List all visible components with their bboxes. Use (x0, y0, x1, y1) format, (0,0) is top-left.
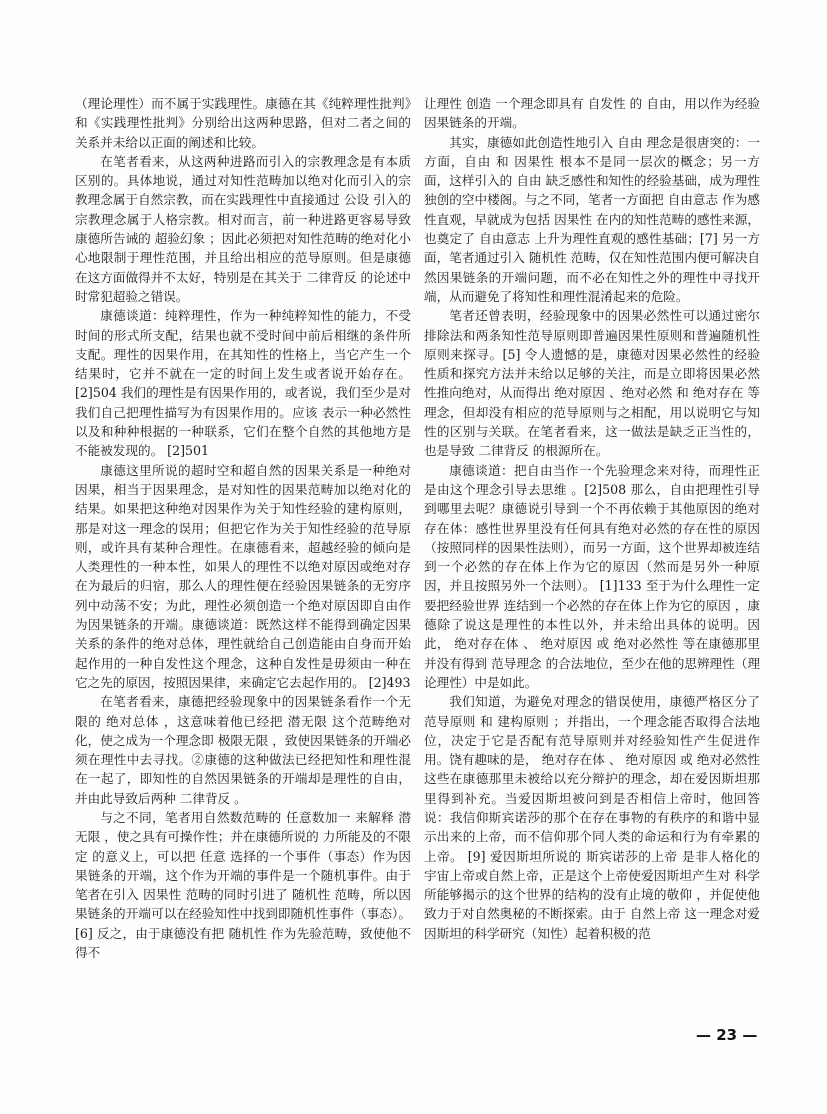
page-number: — 23 — (696, 1026, 758, 1044)
paragraph: 其实，康德如此创造性地引入 自由 理念是很唐突的：一方面，自由 和 因果性 根本不是同一层次的概念；另一方面，这样引入的 自由 缺乏感性和知性的经验基础，成为理性独创的空中楼阁。与之不同，笔者一方面把 自由意志 作为感性直观，早就成为包括 因果性 在内的知性范畴的感性来源，也奠定了 自由意志 上升为理性直观的感性基础；[7] 另一方面，笔者通过引入 随机性 范畴，仅在知性范围内便可解决自然因果链条的开端问题，而不必在知性之外的理性中寻找开端，从而避免了将知性和理性混淆起来的危险。 (424, 134, 760, 304)
paragraph: 在笔者看来，康德把经验现象中的因果链条看作一个无限的 绝对总体 ，这意味着他已经把 潜无限 这个范畴绝对化，使之成为一个理念即 极限无限 ，致使因果链条的开端必须在理性中去寻找。②康德的这种做法已经把知性和理性混在一起了，即知性的自然因果链条的开端却是理性的自由，并由此导致后两种 二律背反 。 (75, 694, 411, 806)
paragraph: 让理性 创造 一个理念即具有 自发性 的 自由，用以作为经验因果链条的开端。 (424, 96, 760, 131)
paragraph: 康德谈道：把自由当作一个先验理念来对待，而理性正是由这个理念引导去思维 。[2]508 那么，自由把理性引导到哪里去呢？康德说引导到一个不再依赖于其他原因的绝对存在体：感性世界里没有任何具有绝对必然的存在性的原因（按照同样的因果性法则），而另一方面，这个世界却被连结到一个必然的存在体上作为它的原因（然而是另外一种原因，并且按照另外一个法则）。 [1]133 至于为什么理性一定要把经验世界 连结到一个必然的存在体上作为它的原因 ，康德除了说这是理性的本性以外，并未给出具体的说明。因此， 绝对存在体 、 绝对原因 或 绝对必然性 等在康德那里并没有得到 范导理念 的合法地位，至少在他的思辨理性（理论理性）中是如此。 (424, 462, 760, 690)
paragraph: 我们知道，为避免对理念的错误使用，康德严格区分了 范导原则 和 建构原则 ；并指出，一个理念能否取得合法地位，决定于它是否配有范导原则并对经验知性产生促进作用。饶有趣味的是， 绝对存在体 、 绝对原因 或 绝对必然性 这些在康德那里未被给以充分辩护的理念，却在爱因斯坦那里得到补充。当爱因斯坦被问到是否相信上帝时，他回答说：我信仰斯宾诺莎的那个在存在事物的有秩序的和谐中显示出来的上帝，而不信仰那个同人类的命运和行为有牵累的上帝。 [9] 爱因斯坦所说的 斯宾诺莎的上帝 是非人格化的宇宙上帝或自然上帝，正是这个上帝使爱因斯坦产生对 科学所能够揭示的这个世界的结构的没有止境的敬仰 ，并促使他致力于对自然奥秘的不断探索。由于 自然上帝 这一理念对爱因斯坦的科学研究（知性）起着积极的范 (424, 694, 760, 941)
paragraph: 在笔者看来，从这两种进路而引入的宗教理念是有本质区别的。具体地说，通过对知性范畴加以绝对化而引入的宗教理念属于自然宗教，而在实践理性中直接通过 公设 引入的宗教理念属于人格宗教。相对而言，前一种进路更容易导致康德所告诫的 超验幻象 ；因此必须把对知性范畴的绝对化小心地限制于理性范围，并且给出相应的范导原则。但是康德在这方面做得并不太好，特别是在其关于 二律背反 的论述中时常犯超验之错误。 (75, 153, 411, 304)
right-column (424, 94, 760, 943)
paragraph: 康德谈道：纯粹理性，作为一种纯粹知性的能力，不受时间的形式所支配，结果也就不受时间中前后相继的条件所支配。理性的因果作用，在其知性的性格上，当它产生一个结果时，它并不就在一定的时间上发生或者说开始存在。 [2]504 我们的理性是有因果作用的，或者说，我们至少是对我们自己把理性描写为有因果作用的。应该 表示一种必然性以及和种种根据的一种联系，它们在整个自然的其他地方是不能被发现的。 [2]501 (75, 308, 411, 459)
paragraph: 与之不同，笔者用自然数范畴的 任意数加一 来解释 潜无限 ，使之具有可操作性；并在康德所说的 力所能及的不限定 的意义上，可以把 任意 选择的一个事件（事态）作为因果链条的开端，这个作为开端的事件是一个随机事件。由于笔者在引入 因果性 范畴的同时引进了 随机性 范畴，所以因果链条的开端可以在经验知性中找到即随机性事件（事态）。[6] 反之，由于康德没有把 随机性 作为先验范畴，致使他不得不 (75, 809, 411, 961)
paragraph: 笔者还曾表明，经验现象中的因果必然性可以通过密尔排除法和两条知性范导原则即普遍因果性原则和普遍随机性原则来探寻。[5] 令人遗憾的是，康德对因果必然性的经验性质和探究方法并未给以足够的关注，而是立即将因果必然性推向绝对，从而得出 绝对原因 、绝对必然 和 绝对存在 等理念，但却没有相应的范导原则与之相配，用以说明它与知性的区别与关联。在笔者看来，这一做法是缺乏正当性的，也是导致 二律背反 的根源所在。 (424, 308, 760, 459)
paragraph: （理论理性）而不属于实践理性。康德在其《纯粹理性批判》和《实践理性批判》分别给出这两种思路，但对二者之间的关系并未给以正面的阐述和比较。 (75, 96, 411, 150)
left-column (75, 94, 411, 962)
paragraph: 康德这里所说的超时空和超自然的因果关系是一种绝对因果，相当于因果理念，是对知性的因果范畴加以绝对化的结果。如果把这种绝对因果作为关于知性经验的建构原则，那是对这一理念的误用；但把它作为关于知性经验的范导原则，或许具有某种合理性。在康德看来，超越经验的倾向是人类理性的一种本性，如果人的理性不以绝对原因或绝对存在为最后的归宿，那么人的理性便在经验因果链条的无穷序列中动荡不安；为此，理性必须创造一个绝对原因即自由作为因果链条的开端。康德谈道：既然这样不能得到确定因果关系的条件的绝对总体，理性就给自己创造能由自身而开始起作用的一种自发性这个理念，这种自发性是毋须由一种在它之先的原因，按照因果律，来确定它去起作用的。 [2]493 (75, 462, 411, 690)
